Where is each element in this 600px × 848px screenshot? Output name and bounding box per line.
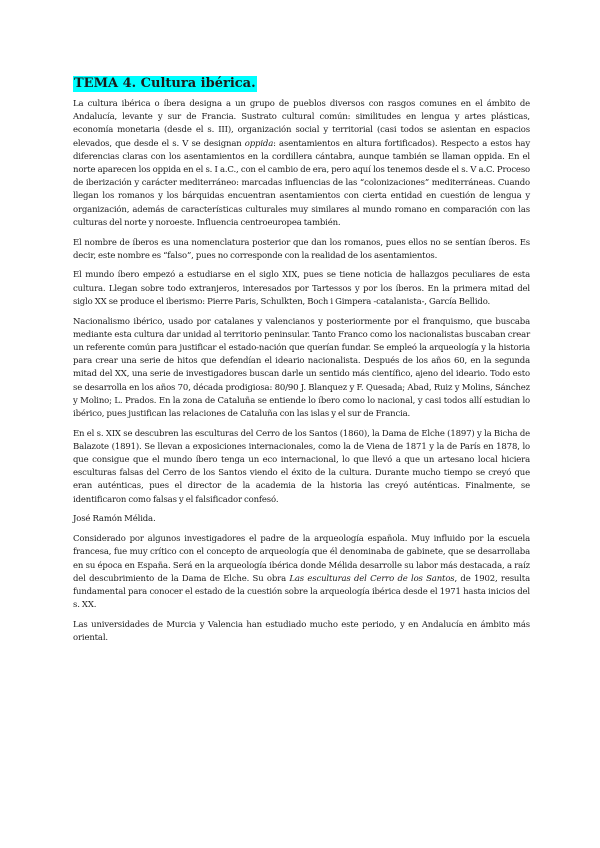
page-title: TEMA 4. Cultura ibérica. bbox=[74, 76, 256, 91]
paragraph-intro-text-b: : asentamientos en altura fortificados). Respecto a estos hay diferencias claras con los asentamientos en la cordillera cántabra, aunque también se llaman oppida. En el norte aparecen los oppida en el s. I a.C., con el cambio de era, pero aquí los tenemos desde el s. V a.C. Proceso de iberización y carácter mediterráneo: marcadas influencias de las “colonizaciones” mediterráneas. Cuando llegan los romanos y los bárquidas encuentran asentamientos con cierta entidad en cuestión de lengua y organización, además de características culturales muy similares al mundo romano en comparación con las culturas del norte y noroeste. Influencia centroeuropea también. bbox=[73, 138, 531, 228]
section-heading-melida: José Ramón Mélida. bbox=[73, 514, 156, 525]
book-title: Las esculturas del Cerro de los Santos bbox=[289, 573, 455, 584]
paragraph-study-history: El mundo íbero empezó a estudiarse en el siglo XIX, pues se tiene noticia de hallazgos peculiares de esta cultura. Llegan sobre todo extranjeros, interesados por Tartessos y por los íberos. En la primera mitad del siglo XX se produce el iberismo: Pierre Paris, Schulkten, Boch i Gimpera -catalanista-, García Bellido. bbox=[73, 270, 530, 307]
oppida-term: oppida bbox=[244, 138, 274, 149]
paragraph-melida bbox=[73, 533, 530, 612]
paragraph-melida-text-b: , de 1902, resulta fundamental para conocer el estado de la cuestión sobre la arqueología ibérica desde el 1971 hasta inicios del s. XX. bbox=[73, 573, 530, 611]
paragraph-name-origin: El nombre de íberos es una nomenclatura posterior que dan los romanos, pues ellos no se sentían íberos. Es decir, este nombre es “falso”, pues no corresponde con la realidad de los asentamientos. bbox=[73, 237, 530, 261]
paragraph-nationalism: Nacionalismo ibérico, usado por catalanes y valencianos y posteriormente por el franquismo, que buscaba mediante esta cultura dar unidad al territorio peninsular. Tanto Franco como los nacionalistas buscaban crear un referente común para justificar el estado-nación que querían fundar. Se empleó la arqueología y la historia para crear una serie de hitos que defendían el ideario nacionalista. Después de los años 60, en la segunda mitad del XX, una serie de investigadores buscan darle un sentido más científico, ajeno del ideario. Todo esto se desarrolla en los años 70, década prodigiosa: 80/90 J. Blanquez y F. Quesada; Abad, Ruiz y Molins, Sánchez y Molino; L. Prados. En la zona de Cataluña se entiende lo íbero como lo nacional, y casi todos allí estudian lo ibérico, pues justifican las relaciones de Cataluña con las islas y el sur de Francia. bbox=[73, 316, 530, 419]
paragraph-intro-text-a: La cultura ibérica o íbera designa a un grupo de pueblos diversos con rasgos comunes en el ámbito de Andalucía, levante y sur de Francia. Sustrato cultural común: similitudes en lengua y artes plásticas, economía monetaria (desde el s. III), organización social y territorial (casi todos se asientan en espacios elevados, que desde el s. V se designan bbox=[73, 99, 530, 149]
paragraph-universities: Las universidades de Murcia y Valencia han estudiado mucho este periodo, y en Andalucía en ámbito más oriental. bbox=[73, 619, 530, 644]
document-page bbox=[73, 72, 530, 652]
paragraph-intro bbox=[73, 98, 530, 230]
paragraph-melida-text-a: Considerado por algunos investigadores el padre de la arqueología española. Muy influido por la escuela francesa, fue muy crítico con el concepto de arqueología que él denominaba de gabinete, que se desarrollaba en su época en España. Será en la arqueología ibérica donde Mélida desarrolle su labor más destacada, a raíz del descubrimiento de la Dama de Elche. Su obra bbox=[73, 534, 530, 584]
paragraph-sculptures: En el s. XIX se descubren las esculturas del Cerro de los Santos (1860), la Dama de Elche (1897) y la Bicha de Balazote (1891). Se llevan a exposiciones internacionales, como la de Viena de 1871 y la de París en 1878, lo que consigue que el mundo íbero tenga un eco internacional, lo que llevó a que un artesano local hiciera esculturas falsas del Cerro de los Santos viendo el éxito de la cultura. Durante mucho tiempo se creyó que eran auténticas, pues el director de la academia de la historia las creyó auténticas. Finalmente, se identificaron como falsas y el falsificador confesó. bbox=[73, 428, 530, 505]
